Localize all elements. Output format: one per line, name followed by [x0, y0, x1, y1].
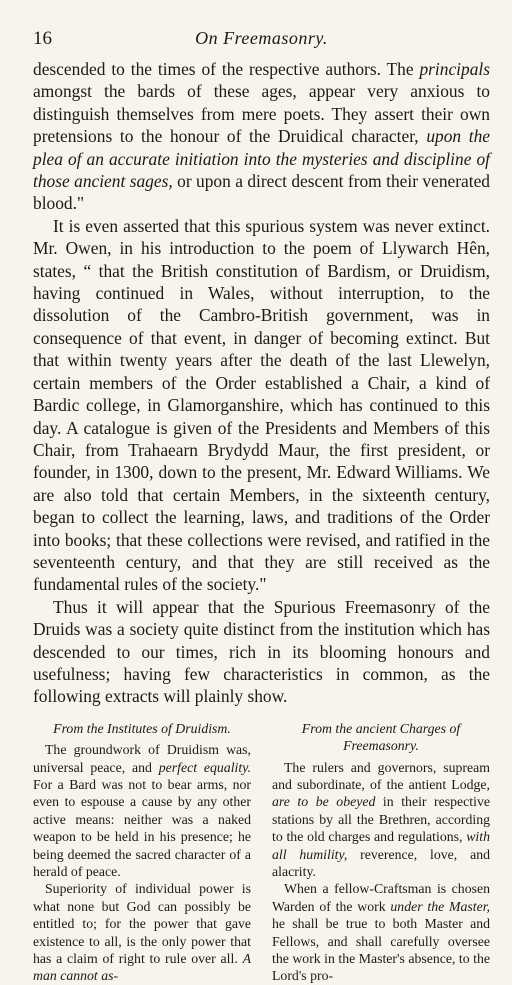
text-run: Thus it will appear that the Spurious Freemasonry of the Druids was a society quite distinct from the institution which has descended to our times, rich in its blooming honours and usefulness; having few characteristics in common, as the following extracts will plainly show. — [33, 596, 490, 707]
italic-phrase: perfect equality. — [158, 759, 252, 775]
text-run: he shall be true to both Master and Fellows, and shall carefully oversee the work in the Master's absence, to the Lord's pro- — [272, 916, 490, 984]
main-text — [33, 58, 490, 708]
italic-phrase: are to be obeyed — [272, 794, 376, 810]
left-column-paragraph-1 — [33, 741, 251, 880]
running-title: On Freemasonry. — [195, 28, 328, 48]
italic-phrase: A man cannot as- — [33, 951, 251, 984]
left-column-druidism — [33, 720, 251, 985]
right-column-paragraph-2 — [272, 880, 490, 984]
italic-phrase: with all humility, — [272, 829, 490, 862]
text-run: in their respective stations by all the Brethren, according to the old charges and regulations, — [272, 794, 490, 845]
text-run: Superiority of individual power is what none but God can possibly be entitled to; for the power that gave existence to all, is the only power that has a claim of right to rule over all. — [33, 881, 251, 967]
right-column-paragraph-1 — [272, 759, 490, 881]
paragraph-3 — [33, 596, 490, 708]
paragraph-1 — [33, 58, 490, 215]
text-run: For a Bard was not to bear arms, nor even to espouse a cause by any other active means: neither was a naked weapon to be held in his presence; he being deemed the sacred character of a herald of peace. — [33, 777, 251, 880]
page-number: 16 — [33, 28, 52, 49]
left-column-paragraph-2 — [33, 880, 251, 984]
text-run: When a fellow-Craftsman is chosen Warden of the work — [272, 881, 490, 914]
italic-phrase: principals — [419, 59, 490, 79]
right-column-heading: From the ancient Charges of Freemasonry. — [301, 720, 461, 754]
text-run: reverence, love, and alacrity. — [272, 846, 490, 880]
left-column-heading: From the Institutes of Druidism. — [53, 720, 231, 736]
page-header — [33, 28, 490, 58]
text-run: descended to the times of the respective authors. The — [33, 59, 420, 79]
text-run: or upon a direct descent from their venerated blood." — [33, 171, 490, 214]
text-run: The rulers and governors, supream and subordinate, of the antient Lodge, — [272, 759, 490, 792]
italic-phrase: upon the plea of an accurate initiation into the mysteries and discipline of those ancient sages, — [33, 126, 491, 192]
text-run: It is even asserted that this spurious system was never extinct. Mr. Owen, in his introduction to the poem of Llywarch Hên, states, “ that the British constitution of Bardism, or Druidism, having continued in Wales, without interruption, to the dissolution of the Cambro-British government, was in consequence of that event, in danger of becoming extinct. But that within twenty years after the death of the last Llewelyn, certain members of the Order established a Chair, a kind of Bardic college, in Glamorganshire, which has continued to this day. A catalogue is given of the Presidents and Members of this Chair, from Trahaearn Brydydd Maur, the first president, or founder, in 1300, down to the present, Mr. Edward Williams. We are also told that certain Members, in the sixteenth century, began to collect the learning, laws, and traditions of the Order into books; that these collections were revised, and ratified in the seventeenth century, and that they are still received as the fundamental rules of the society." — [33, 215, 490, 595]
extract-columns — [33, 720, 490, 985]
right-column-freemasonry — [272, 720, 490, 985]
italic-phrase: under the Master, — [390, 898, 491, 914]
text-run: amongst the bards of these ages, appear very anxious to distinguish themselves from mere poets. They assert their own pretensions to the honour of the Druidical character, — [33, 81, 490, 147]
paragraph-2 — [33, 215, 490, 596]
text-run: The groundwork of Druidism was, universal peace, and — [33, 742, 251, 775]
